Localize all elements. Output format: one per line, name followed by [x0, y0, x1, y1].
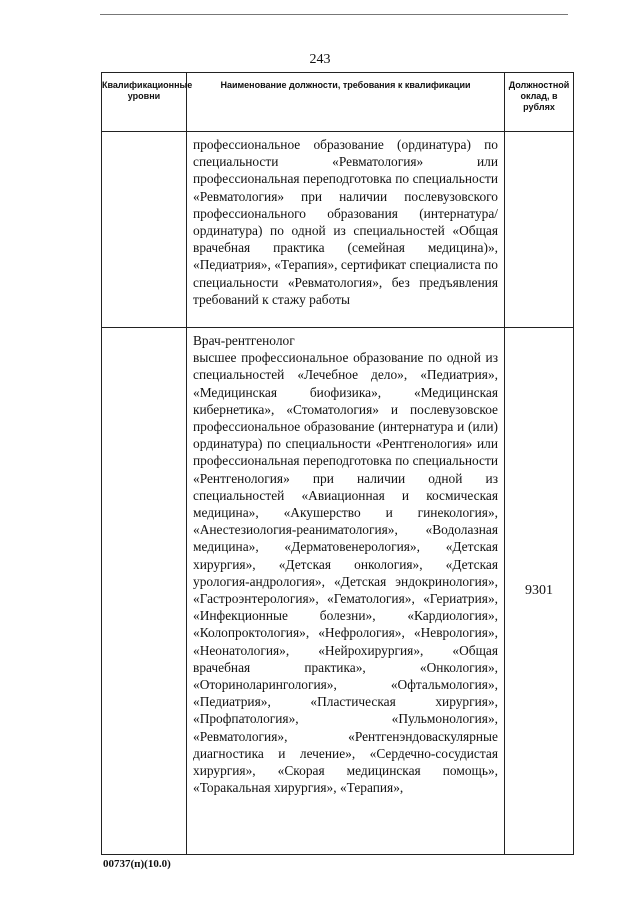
table-row	[102, 132, 574, 328]
salary-cell: 9301	[505, 328, 574, 855]
page-number: 243	[309, 52, 331, 67]
qualification-level-cell	[102, 328, 187, 855]
requirements-cell	[187, 328, 505, 855]
header-qualification-levels: Квалификационные уровни	[102, 73, 187, 132]
qualification-level-cell	[102, 132, 187, 328]
table-row	[102, 328, 574, 855]
requirements-text: высшее профессиональное образование по одной из специальностей «Лечебное дело», «Педиатрия», «Медицинская биофизика», «Медицинская кибернетика», «Стоматология» и послевузовское профессиональное образование (интернатура и (или) ординатура) по специальности «Рентгенология» или профессиональная переподготовка по специальности «Рентгенология» при наличии одной из специальностей «Авиационная и космическая медицина», «Акушерство и гинекология», «Анестезиология-реаниматология», «Водолазная медицина», «Дерматовенерология», «Детская хирургия», «Детская онкология», «Детская урология-андрология», «Детская эндокринология», «Гастроэнтерология», «Гематология», «Гериатрия», «Инфекционные болезни», «Кардиология», «Колопроктология», «Нефрология», «Неврология», «Неонатология», «Нейрохирургия», «Общая врачебная практика», «Онкология», «Оториноларингология», «Офтальмология», «Педиатрия», «Пластическая хирургия», «Профпатология», «Пульмонология», «Ревматология», «Рентгенэндоваскулярные диагностика и лечение», «Сердечно-сосудистая хирургия», «Скорая медицинская помощь», «Торакальная хирургия», «Терапия»,	[193, 350, 498, 796]
requirements-text: профессиональное образование (ординатура) по специальности «Ревматология» или профессиональная переподготовка по специальности «Ревматология» при наличии послевузовского профессионального образования (интернатура/ординатура) по одной из специальностей «Общая врачебная практика (семейная медицина)», «Педиатрия», «Терапия», сертификат специалиста по специальности «Ревматология», без предъявления требований к стажу работы	[193, 137, 498, 307]
document-code: 00737(п)(10.0)	[103, 858, 171, 870]
table-header-row	[102, 73, 574, 132]
position-title: Врач-рентгенолог	[193, 333, 295, 348]
top-rule	[100, 14, 568, 15]
header-salary: Должностной оклад, в рублях	[505, 73, 574, 132]
qualification-table	[101, 72, 574, 855]
header-position-requirements: Наименование должности, требования к квалификации	[187, 73, 505, 132]
requirements-cell	[187, 132, 505, 328]
salary-cell	[505, 132, 574, 328]
